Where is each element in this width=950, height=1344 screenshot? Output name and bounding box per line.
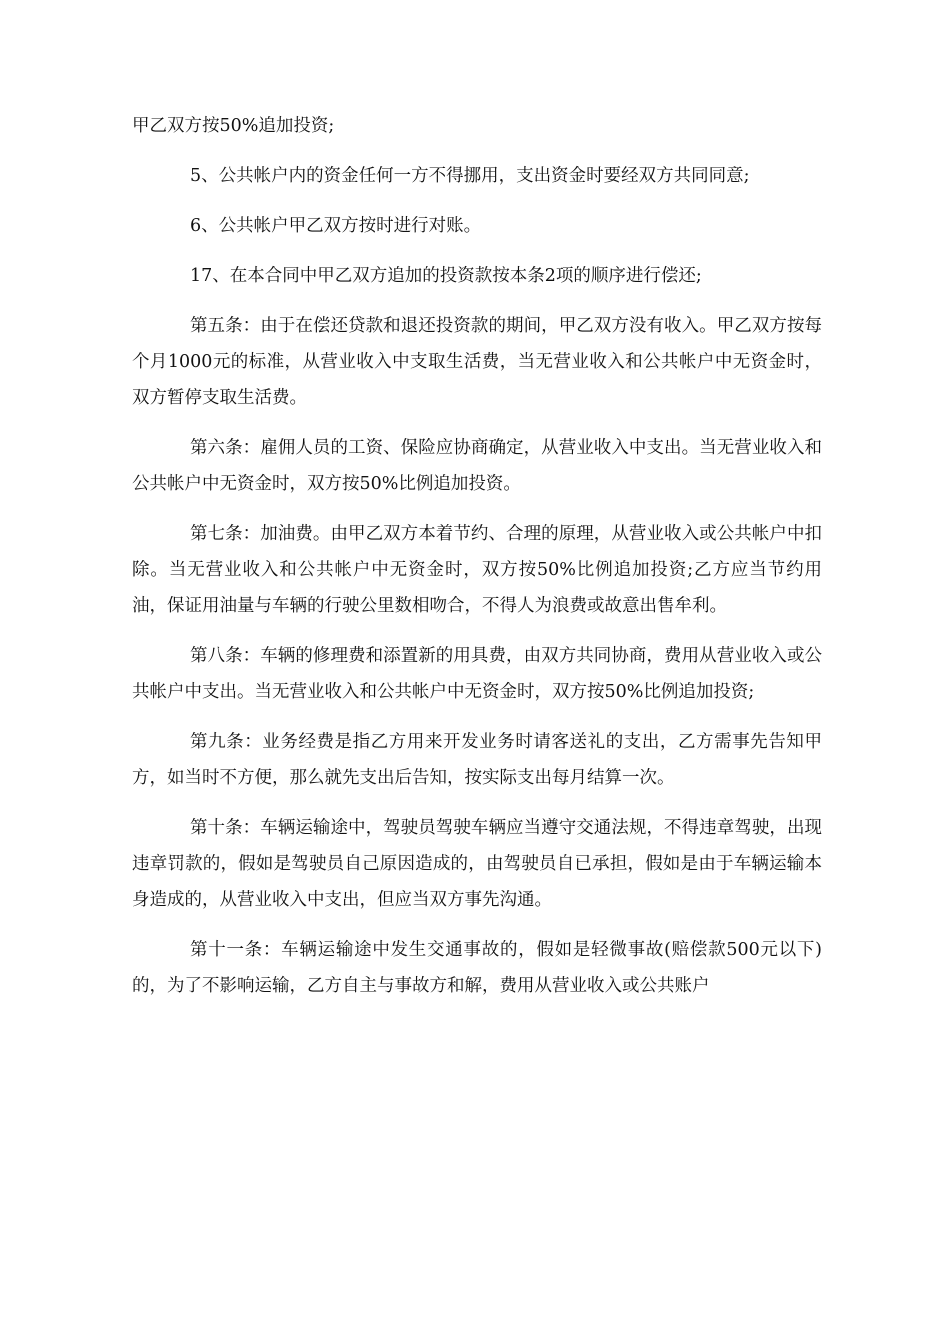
paragraph: 17、在本合同中甲乙双方追加的投资款按本条2项的顺序进行偿还; <box>190 266 702 286</box>
paragraph: 5、公共帐户内的资金任何一方不得挪用，支出资金时要经双方共同同意; <box>190 166 750 186</box>
paragraph: 6、公共帐户甲乙双方按时进行对账。 <box>190 216 482 236</box>
paragraph: 第五条：由于在偿还贷款和退还投资款的期间，甲乙双方没有收入。甲乙双方按每个月1000元的标准，从营业收入中支取生活费，当无营业收入和公共帐户中无资金时，双方暂停支取生活费。 <box>132 316 822 408</box>
paragraph: 甲乙双方按50%追加投资; <box>132 116 335 136</box>
paragraph: 第七条：加油费。由甲乙双方本着节约、合理的原理，从营业收入或公共帐户中扣除。当无营业收入和公共帐户中无资金时，双方按50%比例追加投资;乙方应当节约用油，保证用油量与车辆的行驶公里数相吻合，不得人为浪费或故意出售牟利。 <box>132 524 822 616</box>
paragraph: 第十条：车辆运输途中，驾驶员驾驶车辆应当遵守交通法规，不得违章驾驶，出现违章罚款的，假如是驾驶员自己原因造成的，由驾驶员自已承担，假如是由于车辆运输本身造成的，从营业收入中支出，但应当双方事先沟通。 <box>132 818 822 910</box>
paragraph: 第九条：业务经费是指乙方用来开发业务时请客送礼的支出，乙方需事先告知甲方，如当时不方便，那么就先支出后告知，按实际支出每月结算一次。 <box>132 732 822 788</box>
document-body <box>132 108 822 1018</box>
paragraph: 第八条：车辆的修理费和添置新的用具费，由双方共同协商，费用从营业收入或公共帐户中支出。当无营业收入和公共帐户中无资金时，双方按50%比例追加投资; <box>132 646 822 702</box>
paragraph: 第十一条：车辆运输途中发生交通事故的，假如是轻微事故(赔偿款500元以下)的，为了不影响运输，乙方自主与事故方和解，费用从营业收入或公共账户 <box>132 940 822 996</box>
paragraph: 第六条：雇佣人员的工资、保险应协商确定，从营业收入中支出。当无营业收入和公共帐户中无资金时，双方按50%比例追加投资。 <box>132 438 822 494</box>
